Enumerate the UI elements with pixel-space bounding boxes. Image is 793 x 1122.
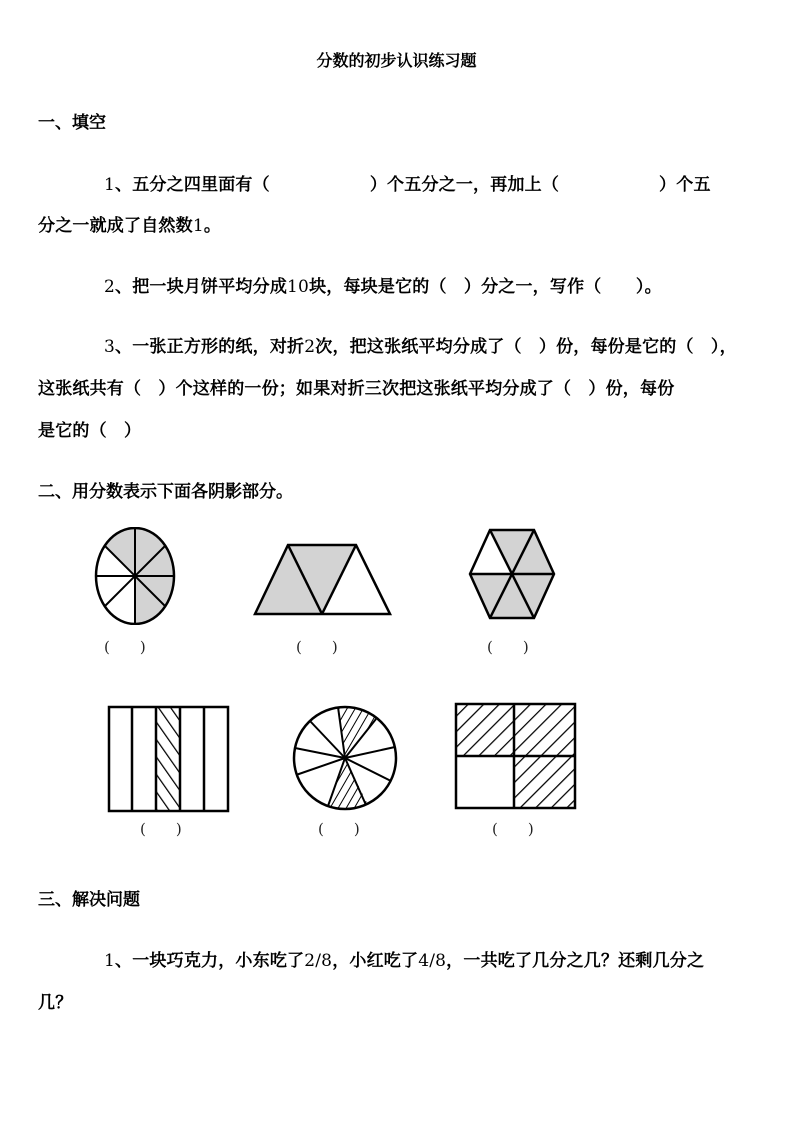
page-title: 分数的初步认识练习题 <box>316 51 477 70</box>
problem-1-line-1: 1、一块巧克力，小东吃了2/8，小红吃了4/8，一共吃了几分之几？还剩几分之 <box>104 951 705 971</box>
question-2: 2、把一块月饼平均分成10块，每块是它的（ ）分之一，写作（ ）。 <box>104 277 662 297</box>
answer-blank-fig1[interactable]: ( ) <box>104 638 146 656</box>
trapezoid-triangles-figure <box>253 542 393 616</box>
section-heading-shaded-fractions: 二、用分数表示下面各阴影部分。 <box>38 482 293 502</box>
hexagon-figure <box>468 527 556 621</box>
ellipse-eighths-figure <box>94 527 176 625</box>
problem-1-line-2: 几？ <box>38 993 73 1013</box>
question-1-line-1: 1、五分之四里面有（ ）个五分之一，再加上（ ）个五 <box>104 175 711 195</box>
question-3-line-3: 是它的（ ） <box>38 421 142 441</box>
answer-blank-fig3[interactable]: ( ) <box>487 638 529 656</box>
question-number: 1 <box>104 175 116 195</box>
answer-blank-fig4[interactable]: ( ) <box>140 820 182 838</box>
question-1-line-2: 分之一就成了自然数1。 <box>38 216 222 236</box>
section-heading-fill-blank: 一、填空 <box>38 113 106 133</box>
question-3-line-1: 3、一张正方形的纸，对折2次，把这张纸平均分成了（ ）份，每份是它的（ ）， <box>104 337 737 357</box>
rectangle-strips-figure <box>107 705 231 813</box>
section-heading-problem-solving: 三、解决问题 <box>38 890 140 910</box>
question-3-line-2: 这张纸共有（ ）个这样的一份；如果对折三次把这张纸平均分成了（ ）份，每份 <box>38 379 675 399</box>
answer-blank-fig2[interactable]: ( ) <box>296 638 338 656</box>
answer-blank-fig5[interactable]: ( ) <box>318 820 360 838</box>
square-quarters-figure <box>454 702 578 810</box>
answer-blank-fig6[interactable]: ( ) <box>492 820 534 838</box>
circle-tenths-figure <box>292 705 398 811</box>
